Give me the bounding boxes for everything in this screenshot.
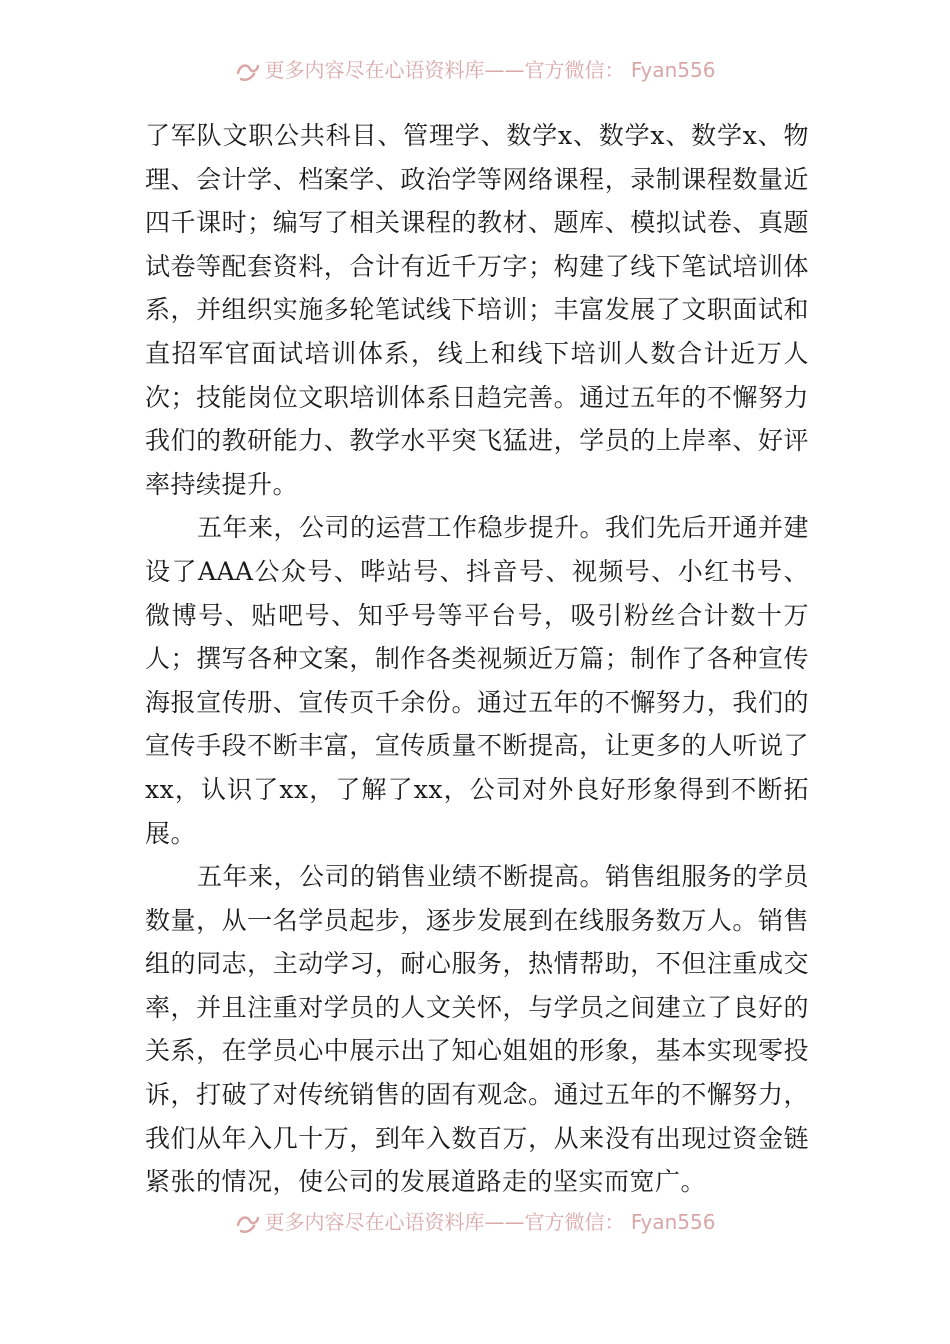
header-watermark-text: 更多内容尽在心语资料库——官方微信： Fyan556 xyxy=(264,58,716,82)
watermark-logo-icon xyxy=(235,1213,261,1235)
paragraph-sales: 五年来，公司的销售业绩不断提高。销售组服务的学员数量，从一名学员起步，逐步发展到在线服务数万人。销售组的同志，主动学习，耐心服务，热情帮助，不但注重成交率，并且注重对学员的人文关怀，与学员之间建立了良好的关系，在学员心中展示出了知心姐姐的形象，基本实现零投诉，打破了对传统销售的固有观念。通过五年的不懈努力，我们从年入几十万，到年入数百万，从来没有出现过资金链紧张的情况，使公司的发展道路走的坚实而宽广。 xyxy=(145,862,810,1197)
header-watermark xyxy=(0,58,950,83)
document-body xyxy=(145,114,809,1204)
footer-watermark xyxy=(0,1210,950,1235)
paragraph-operations: 五年来，公司的运营工作稳步提升。我们先后开通并建设了AAA公众号、哔站号、抖音号、视频号、小红书号、微博号、贴吧号、知乎号等平台号，吸引粉丝合计数十万人；撰写各种文案，制作各类视频近万篇；制作了各种宣传海报宣传册、宣传页千余份。通过五年的不懈努力，我们的宣传手段不断丰富，宣传质量不断提高，让更多的人听说了xx，认识了xx，了解了xx，公司对外良好形象得到不断拓展。 xyxy=(145,513,810,848)
footer-watermark-text: 更多内容尽在心语资料库——官方微信： Fyan556 xyxy=(264,1210,716,1234)
watermark-logo-icon xyxy=(235,61,261,83)
paragraph-curriculum: 了军队文职公共科目、管理学、数学x、数学x、数学x、物理、会计学、档案学、政治学等网络课程，录制课程数量近四千课时；编写了相关课程的教材、题库、模拟试卷、真题试卷等配套资料，合计有近千万字；构建了线下笔试培训体系，并组织实施多轮笔试线下培训；丰富发展了文职面试和直招军官面试培训体系，线上和线下培训人数合计近万人次；技能岗位文职培训体系日趋完善。通过五年的不懈努力我们的教研能力、教学水平突飞猛进，学员的上岸率、好评率持续提升。 xyxy=(145,121,809,499)
